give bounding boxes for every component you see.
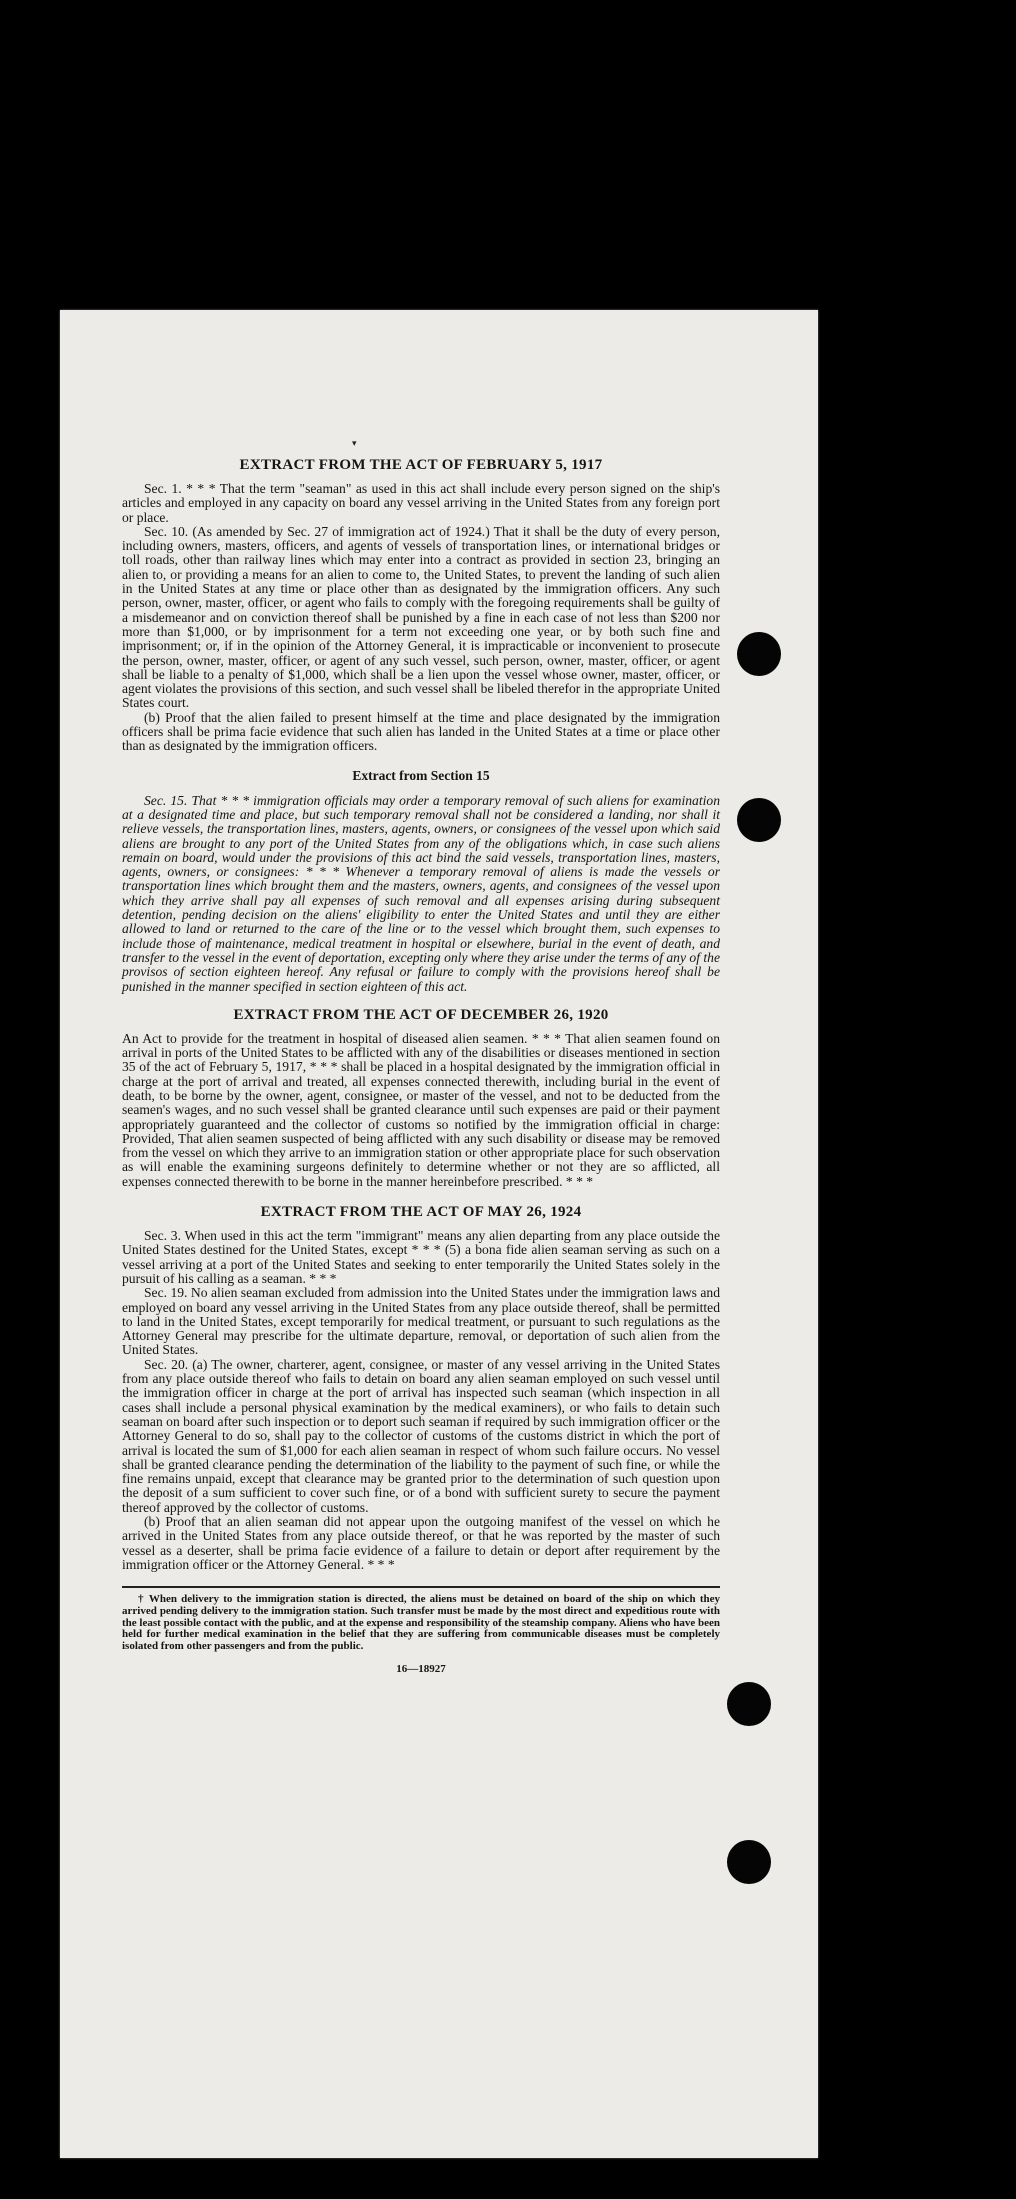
paragraph-sec-1: Sec. 1. * * * That the term "seaman" as used in this act shall include every person signed on the ship's articles and employed in any capacity on board any vessel arriving in the United States from any foreign port or place. (122, 481, 720, 525)
paragraph-sec-20b: (b) Proof that an alien seaman did not appear upon the outgoing manifest of the vessel on which he arrived in the United States from any place outside thereof, or that he was reported by the master of such vessel as a deserter, shall be prima facie evidence of a failure to detain or deport after requirement by the immigration officer or the Attorney General. * * * (122, 1514, 720, 1572)
heading-section-15: Extract from Section 15 (352, 767, 490, 783)
punch-hole (727, 1840, 771, 1884)
punch-hole (727, 1682, 771, 1726)
paragraph-hospital-treatment: An Act to provide for the treatment in hospital of diseased alien seamen. * * * That alien seamen found on arrival in ports of the United States to be afflicted with any of the disabilities or diseases mentioned in section 35 of the act of February 5, 1917, * * * shall be placed in a hospital designated by the immigration official in charge at the port of arrival and treated, all expenses connected therewith, including burial in the event of death, to be borne by the owner, agent, consignee, or master of the vessel, and not to be deducted from the seamen's wages, and no such vessel shall be granted clearance until such expenses are paid or their payment appropriately guaranteed and the collector of customs so notified by the immigration official in charge: Provided, That alien seamen suspected of being afflicted with any such disability or disease may be removed from the vessel on which they arrive to an immigration station or other appropriate place for such observation as will enable the examining surgeons definitely to determine whether or not they are so afflicted, all expenses connected therewith to be borne in the manner hereinbefore prescribed. * * * (122, 1030, 720, 1189)
heading-act-feb-1917: EXTRACT FROM THE ACT OF FEBRUARY 5, 1917 (239, 457, 603, 473)
heading-act-may-1924: EXTRACT FROM THE ACT OF MAY 26, 1924 (260, 1204, 582, 1221)
punch-hole (737, 632, 781, 676)
paragraph-sec-15: Sec. 15. That * * * immigration officials may order a temporary removal of such aliens for examination at a designated time and place, but such temporary removal shall not be considered a landing, nor shall it relieve vessels, the transportation lines, masters, agents, owners, or consignees of the vessel upon which said aliens are brought to any port of the United States from any of the obligations which, in case such aliens remain on board, would under the provisions of this act bind the said vessels, transportation lines, masters, agents, owners, or consignees: * * * Whenever a temporary removal of aliens is made the vessels or transportation lines which brought them and the masters, owners, agents, and consignees of the vessel upon which they arrive shall pay all expenses of such removal and all expenses arising during subsequent detention, pending decision on the aliens' eligibility to enter the United States and until they are either allowed to land or returned to the care of the line or to the vessel which brought them, such expenses to include those of maintenance, medical treatment in hospital or elsewhere, burial in the event of death, and transfer to the vessel in the event of deportation, excepting only where they arise under the terms of any of the provisos of section eighteen hereof. Any refusal or failure to comply with the provisions hereof shall be punished in the manner specified in section eighteen of this act. (122, 792, 720, 994)
paragraph-proof-landing: (b) Proof that the alien failed to present himself at the time and place designated by the immigration officers shall be prima facie evidence that such alien has landed in the United States at a time or place other than as designated by the immigration officers. (122, 709, 720, 754)
form-number: 16—18927 (396, 1662, 446, 1675)
document-body (122, 456, 720, 1675)
footnote-divider (122, 1586, 720, 1588)
paragraph-sec-3: Sec. 3. When used in this act the term "immigrant" means any alien departing from any place outside the United States destined for the United States, except * * * (5) a bona fide alien seaman serving as such on a vessel arriving at a port of the United States and seeking to enter temporarily the United States solely in the pursuit of his calling as a seaman. * * * (122, 1228, 720, 1286)
document-page (60, 310, 818, 2158)
footnote: † When delivery to the immigration station is directed, the aliens must be detained on board of the ship on which they arrived pending delivery to the immigration station. Such transfer must be made by the most direct and expeditious route with the least possible contact with the public, and at the expense and responsibility of the steamship company. Aliens who have been held for further medical examination in the belief that they are suffering from communicable diseases must be completely isolated from other passengers and from the public. (122, 1593, 720, 1652)
paragraph-sec-20a: Sec. 20. (a) The owner, charterer, agent, consignee, or master of any vessel arriving in the United States from any place outside thereof who fails to detain on board any alien seaman employed on such vessel until the immigration officer in charge at the port of arrival has inspected such seaman (which inspection in all cases shall include a personal physical examination by the medical examiners), or who fails to detain such seaman on board after such inspection or to deport such seaman if required by such immigration officer or the Attorney General to do so, shall pay to the collector of customs of the customs district in which the port of arrival is located the sum of $1,000 for each alien seaman in respect of whom such failure occurs. No vessel shall be granted clearance pending the determination of the liability to the payment of such fine, or while the fine remains unpaid, except that clearance may be granted prior to the determination of such question upon the deposit of a sum sufficient to cover such fine, or of a bond with sufficient surety to secure the payment thereof approved by the collector of customs. (122, 1356, 720, 1515)
punch-hole (737, 798, 781, 842)
print-mark: ▾ (352, 438, 357, 448)
paragraph-sec-19: Sec. 19. No alien seaman excluded from admission into the United States under the immigration laws and employed on board any vessel arriving in the United States from any place outside thereof, shall be permitted to land in the United States, except temporarily for medical treatment, or pursuant to such regulations as the Attorney General may prescribe for the ultimate departure, removal, or deportation of such alien from the United States. (122, 1285, 720, 1358)
paragraph-sec-10: Sec. 10. (As amended by Sec. 27 of immigration act of 1924.) That it shall be the duty of every person, including owners, masters, officers, and agents of vessels of transportation lines, or international bridges or toll roads, other than railway lines which may enter into a contract as provided in section 23, bringing an alien to, or providing a means for an alien to come to, the United States, to prevent the landing of such alien in the United States at any time or place other than as designated by the immigration officers. Any such person, owner, master, officer, or agent who fails to comply with the foregoing requirements shall be guilty of a misdemeanor and on conviction thereof shall be punished by a fine in each case of not less than $200 nor more than $1,000, or by imprisonment for a term not exceeding one year, or by both such fine and imprisonment; or, if in the opinion of the Attorney General, it is impracticable or inconvenient to prosecute the person, owner, master, officer, or agent of any such vessel, such person, owner, master, officer, or agent shall be liable to a penalty of $1,000, which shall be a lien upon the vessel whose owner, master, officer, or agent violates the provisions of this section, and such vessel shall be libeled therefor in the appropriate United States court. (122, 523, 720, 711)
heading-act-dec-1920: EXTRACT FROM THE ACT OF DECEMBER 26, 1920 (233, 1006, 609, 1023)
